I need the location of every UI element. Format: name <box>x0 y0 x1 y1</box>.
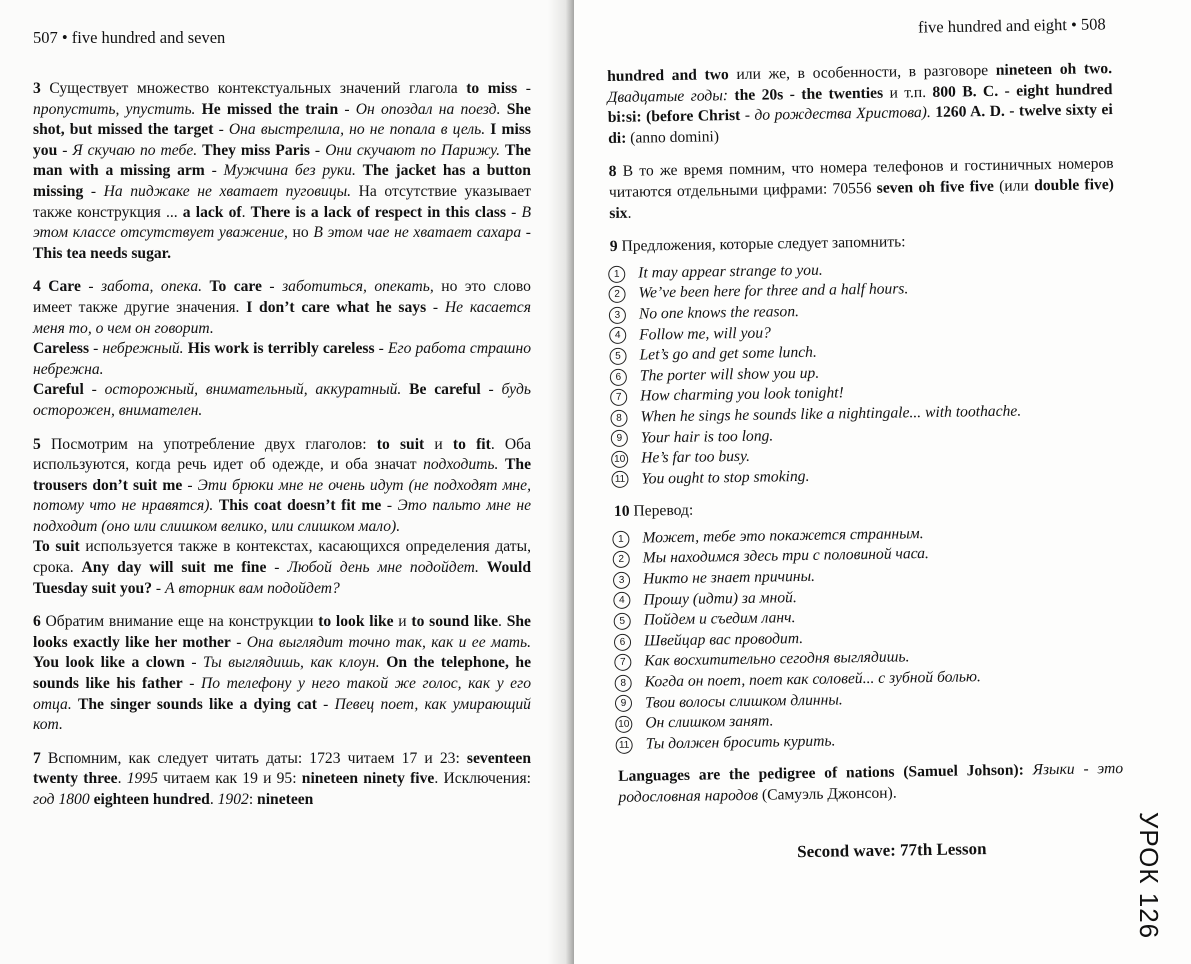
section-cont <box>33 537 531 599</box>
bold-term: to sound like <box>411 613 499 631</box>
text-run: - <box>152 579 166 597</box>
second-wave-note: Second wave: 77th Lesson <box>797 838 987 861</box>
text-run: - <box>80 278 101 296</box>
bold-term: She looks exactly like her mother <box>33 613 531 651</box>
bold-term: There is a lack of respect in this class <box>250 203 507 221</box>
bold-term: The trousers don’t suit me <box>33 456 531 494</box>
section-8 <box>608 154 1114 224</box>
text-run: (anno domini) <box>626 128 720 147</box>
section-6 <box>33 612 531 736</box>
list-item-text: Прошу (идти) за мной. <box>643 588 797 609</box>
text-run: . <box>209 791 218 808</box>
bold-term: to look like <box>318 613 394 631</box>
right-text-column <box>607 59 1124 865</box>
circled-number: 11 <box>611 471 628 488</box>
left-running-head: 507 • five hundred and seven <box>33 28 226 47</box>
paragraph <box>33 79 531 264</box>
circled-number: 4 <box>613 592 630 609</box>
left-page <box>0 0 574 964</box>
italic-translation: Любой день мне подойдет. <box>287 559 479 577</box>
paragraph <box>33 339 531 380</box>
text-run: - <box>83 182 104 200</box>
section-number: 5 <box>33 435 41 453</box>
list-item-text: Ты должен бросить курить. <box>645 732 836 753</box>
italic-translation: В этом чае не хватает сахара <box>313 224 522 242</box>
circled-number: 10 <box>611 451 628 468</box>
italic-translation: подходить. <box>423 456 499 474</box>
text-run: - <box>426 298 445 316</box>
right-page <box>574 0 1191 964</box>
bold-term: I miss you <box>33 121 531 159</box>
italic-translation: будь осторожен, внимателен. <box>33 381 531 419</box>
text-run: . <box>627 204 632 222</box>
text-run: - <box>204 162 224 180</box>
section-number: 3 <box>33 80 41 97</box>
bold-term: to fit <box>452 435 491 453</box>
circled-number: 11 <box>616 736 633 753</box>
italic-translation: Это пальто мне не подходит (оно или слишком велико, или слишком мало). <box>33 497 531 535</box>
circled-number: 10 <box>615 716 632 733</box>
text-run <box>356 162 363 179</box>
text-run: : <box>248 791 258 808</box>
bold-term: The singer sounds like a dying cat <box>77 695 317 713</box>
text-run: - <box>266 559 288 577</box>
bold-term: Careless <box>33 340 90 358</box>
text-run: . Оба используются, когда речь идет об одежде, и оба значат <box>33 435 531 474</box>
paragraph <box>33 612 531 736</box>
list-item-text: Он слишком занят. <box>645 712 774 732</box>
bold-term: Be careful <box>409 381 481 399</box>
bold-term: She shot, but missed the target <box>33 100 531 139</box>
section-9-title <box>610 229 1115 258</box>
quote <box>618 759 1124 808</box>
bold-term: I don’t care what he says <box>246 298 427 316</box>
circled-number: 2 <box>613 551 630 568</box>
bold-term: seventeen twenty three <box>33 749 531 788</box>
circled-number: 5 <box>609 348 626 365</box>
circled-number: 7 <box>610 389 627 406</box>
text-run: - <box>230 633 247 651</box>
bold-term: On the telephone, he sounds like his father <box>33 654 532 693</box>
bold-term: double five) <box>1033 176 1115 195</box>
section-number: 9 <box>609 238 618 256</box>
text-run: В то же время помним, что номера телефонов и гостиничных номеров читаются отдельными цифрами: 70556 <box>608 155 1114 201</box>
italic-translation: Они скучают по Парижу. <box>325 141 500 159</box>
bold-term: nineteen <box>257 791 314 808</box>
bold-term: to miss <box>466 80 518 97</box>
bold-term: seven oh five five <box>876 177 995 197</box>
bold-term: nineteen oh two. <box>995 60 1113 79</box>
italic-translation: Певец поет, как умирающий кот. <box>33 695 531 734</box>
text-run: - <box>261 278 283 296</box>
section-cont <box>33 380 531 421</box>
bold-term: to suit <box>376 435 425 453</box>
text-run: . <box>498 613 507 631</box>
text-run: На отсутствие указывает также конструкция ... <box>33 182 531 221</box>
italic-translation: Я скучаю по тебе. <box>72 141 198 159</box>
text-run: - <box>316 695 335 713</box>
text-run: и <box>424 435 453 453</box>
circled-number: 6 <box>610 368 627 385</box>
list-item-text: Никто не знает причины. <box>642 567 816 588</box>
italic-translation: На пиджаке не хватает пуговицы. <box>103 182 352 200</box>
bold-term: a lack of <box>182 203 242 221</box>
bold-term: the 20s - the twenties <box>734 84 884 104</box>
text-run: - <box>57 141 73 159</box>
paragraph <box>33 380 531 421</box>
text-run: - <box>740 106 755 125</box>
bold-term: nineteen ninety five <box>301 770 435 788</box>
list-item-text: Мы находимся здесь три с половиной часа. <box>642 545 930 567</box>
text-run: но <box>287 224 314 242</box>
list-item-text: No one knows the reason. <box>638 302 800 323</box>
list-item-text: Follow me, will you? <box>639 323 771 344</box>
text-run: или же, в особенности, в разговоре <box>728 61 996 84</box>
text-run: - <box>480 381 502 399</box>
text-run: (Самуэль Джонсон). <box>757 784 897 804</box>
paragraph <box>33 435 531 538</box>
text-run: - <box>184 654 204 672</box>
italic-translation: заботиться, опекать, <box>282 278 434 296</box>
text-run <box>1024 762 1033 779</box>
section-5 <box>33 435 531 538</box>
text-run <box>401 381 409 398</box>
circled-number: 5 <box>614 613 631 630</box>
bold-term: They miss Paris <box>202 141 310 159</box>
bold-term: hundred and two <box>607 66 729 85</box>
text-run: - <box>89 340 103 358</box>
text-run: - <box>517 80 531 97</box>
text-run: - <box>182 675 201 693</box>
circled-number: 8 <box>610 409 627 426</box>
translation-list <box>614 521 1122 755</box>
list-item-text: The porter will show you up. <box>639 364 820 385</box>
text-run <box>479 559 487 576</box>
list-item-text: Может, тебе это покажется странным. <box>642 524 924 547</box>
italic-translation: забота, опека. <box>100 278 203 296</box>
text-run: - <box>374 340 388 358</box>
list-item-text: How charming you look tonight! <box>640 384 844 405</box>
text-run: - <box>338 100 356 118</box>
section-7-continuation <box>607 59 1113 149</box>
section-number: 8 <box>608 163 617 181</box>
bold-term: You look like a clown <box>33 654 185 672</box>
list-item-text: Как восхитительно сегодня выглядишь. <box>644 648 910 670</box>
circled-number: 3 <box>609 306 626 323</box>
section-4 <box>33 277 531 339</box>
phrases-to-remember-list <box>610 256 1118 490</box>
list-item-text: Твои волосы слишком длинны. <box>644 691 843 712</box>
italic-translation: 1902 <box>217 791 249 808</box>
circled-number: 7 <box>614 654 631 671</box>
text-run <box>498 456 505 473</box>
text-run: - <box>521 224 531 242</box>
text-run: но это слово имеет также другие значения. <box>33 278 531 316</box>
circled-number: 2 <box>608 286 625 303</box>
italic-translation: Языки - это родословная народов <box>618 760 1124 806</box>
text-run: Вспомним, как следует читать даты: 1723 читаем 17 и 23: <box>40 749 467 767</box>
bold-term: six <box>609 204 628 222</box>
text-run: используется также в контекстах, касающихся определения даты, срока. <box>33 538 531 577</box>
italic-translation: Она выстрелила, но не попала в цель. <box>228 121 486 139</box>
bold-term: Care <box>48 278 81 296</box>
text-run: . <box>117 770 127 788</box>
paragraph <box>33 277 531 339</box>
italic-translation: Он опоздал на поезд. <box>355 100 501 118</box>
circled-number: 1 <box>612 530 629 547</box>
italic-translation: осторожный, внимательный, аккуратный. <box>104 381 402 399</box>
italic-translation: Ты выглядишь, как клоун. <box>203 654 380 672</box>
italic-translation: Двадцатые годы: <box>607 86 729 106</box>
text-run: - <box>309 141 326 159</box>
bold-term: This coat doesn’t fit me <box>218 497 382 515</box>
right-running-head: five hundred and eight • 508 <box>918 14 1107 37</box>
circled-number: 1 <box>608 265 625 282</box>
circled-number: 8 <box>615 675 632 692</box>
lesson-number-label: УРОК 126 <box>1134 811 1165 939</box>
italic-translation: Она выглядит точно так, как и ее мать. <box>246 633 531 651</box>
circled-number: 9 <box>615 695 632 712</box>
list-item-text: Your hair is too long. <box>640 426 774 447</box>
section-7 <box>33 749 531 811</box>
section-number: 10 <box>613 502 630 521</box>
circled-number: 3 <box>613 572 630 589</box>
bold-term: 1260 A. D. - twelve sixty ei di: <box>607 101 1113 147</box>
list-item-text: We’ve been here for three and a half hours. <box>638 280 909 302</box>
list-item-text: Пойдем и съедим ланч. <box>643 609 796 629</box>
bold-term: eighteen hundred <box>93 791 210 808</box>
section-10-title <box>614 494 1119 523</box>
text-run: - <box>213 121 229 139</box>
text-run: . Исключения: <box>434 770 532 788</box>
italic-translation: пропустить, упустить. <box>33 100 196 118</box>
text-run: и <box>393 613 412 631</box>
text-run: - <box>182 476 198 494</box>
list-item-text: He’s far too busy. <box>641 447 751 467</box>
italic-translation: Его работа страшно небрежна. <box>33 340 531 378</box>
list-item-text: When he sings he sounds like a nightingale... with toothache. <box>640 402 1022 426</box>
bold-term: The jacket has a button missing <box>33 162 531 200</box>
italic-translation: В этом классе отсутствует уважение, <box>33 203 532 242</box>
section-cont <box>33 339 531 380</box>
bold-term: Would Tuesday suit you? <box>33 559 532 597</box>
bold-term: His work is terribly careless <box>187 340 375 358</box>
text-run: Посмотрим на употребление двух глаголов: <box>40 435 377 453</box>
italic-translation: Мужчина без руки. <box>223 162 356 180</box>
bold-term: Any day will suit me fine <box>81 559 267 577</box>
section-number: 7 <box>33 749 41 767</box>
text-run: Существует множество контекстуальных значений глагола <box>40 80 467 97</box>
list-item-text: You ought to stop smoking. <box>641 467 810 488</box>
circled-number: 6 <box>614 633 631 650</box>
text-run: - <box>506 203 522 221</box>
text-run: Обратим внимание еще на конструкции <box>40 613 319 631</box>
italic-translation: Не касается меня то, о чем он говорит. <box>33 298 531 337</box>
italic-translation: до рождества Христова). <box>754 104 931 124</box>
section-10-heading: Перевод: <box>629 501 694 520</box>
circled-number: 9 <box>611 430 628 447</box>
section-3 <box>33 79 531 264</box>
list-item-text: Когда он поет, поет как соловей... с зубной болью. <box>644 668 981 691</box>
left-text-column <box>33 79 531 824</box>
list-item-text: Let’s go and get some lunch. <box>639 343 817 364</box>
bold-term: Languages are the pedigree of nations (Samuel Johson): <box>618 761 1024 786</box>
section-9-heading: Предложения, которые следует запомнить: <box>617 233 906 256</box>
text-run: читаем как 19 и 95: <box>157 770 302 788</box>
bold-term: The man with a missing arm <box>33 141 531 180</box>
paragraph <box>33 537 531 599</box>
bold-term: This tea needs sugar. <box>33 244 172 262</box>
text-run: - <box>381 497 398 515</box>
list-item-text: It may appear strange to you. <box>638 261 823 282</box>
text-run: (или <box>993 177 1035 195</box>
bold-term: He missed the train <box>201 100 339 118</box>
text-run: и т.п. <box>882 83 933 102</box>
italic-translation: год 1800 <box>33 791 90 808</box>
italic-translation: Эти брюки мне не очень идут (не подходят мне, потому что не нравятся). <box>33 476 531 515</box>
italic-translation: 1995 <box>126 770 158 788</box>
section-number: 4 <box>33 278 41 296</box>
bold-term: 800 B. C. - eight hundred bi:si: <box>607 80 1113 127</box>
text-run: - <box>83 381 105 399</box>
bold-term: To care <box>209 278 262 296</box>
bold-term: To suit <box>33 538 80 556</box>
paragraph <box>33 749 531 811</box>
section-number: 6 <box>33 613 41 631</box>
italic-translation: А вторник вам подойдет? <box>165 579 340 597</box>
text-run: . <box>241 203 251 221</box>
bold-term: Careful <box>33 381 84 399</box>
lesson-side-label <box>1129 800 1169 950</box>
circled-number: 4 <box>609 327 626 344</box>
list-item-text: Швейцар вас проводит. <box>643 629 804 650</box>
italic-translation: По телефону у него такой же голос, как у его отца. <box>33 675 531 713</box>
italic-translation: небрежный. <box>102 340 184 358</box>
bold-term: (before Christ <box>645 107 741 126</box>
